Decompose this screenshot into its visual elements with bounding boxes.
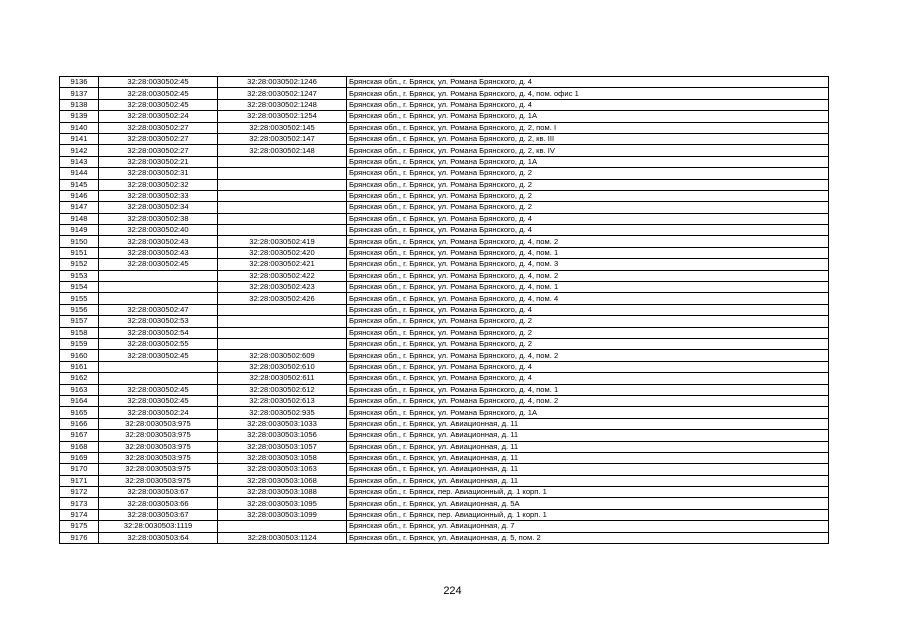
table-row bbox=[60, 521, 829, 532]
row-number: 9151 bbox=[60, 247, 99, 258]
table-row bbox=[60, 487, 829, 498]
object-cadastral-number: 32:28:0030502:421 bbox=[218, 259, 347, 270]
address-cell: Брянская обл., г. Брянск, ул. Романа Брянского, д. 4, пом. 1 bbox=[347, 247, 829, 258]
object-cadastral-number: 32:28:0030503:1095 bbox=[218, 498, 347, 509]
table-row bbox=[60, 464, 829, 475]
land-cadastral-number: 32:28:0030502:40 bbox=[99, 225, 218, 236]
address-cell: Брянская обл., г. Брянск, ул. Авиационная, д. 5, пом. 2 bbox=[347, 532, 829, 543]
object-cadastral-number bbox=[218, 316, 347, 327]
address-cell: Брянская обл., г. Брянск, ул. Романа Брянского, д. 4 bbox=[347, 99, 829, 110]
address-cell: Брянская обл., г. Брянск, ул. Авиационная, д. 11 bbox=[347, 441, 829, 452]
land-cadastral-number: 32:28:0030502:24 bbox=[99, 407, 218, 418]
address-cell: Брянская обл., г. Брянск, ул. Романа Брянского, д. 1А bbox=[347, 111, 829, 122]
address-cell: Брянская обл., г. Брянск, пер. Авиационный, д. 1 корп. 1 bbox=[347, 509, 829, 520]
land-cadastral-number: 32:28:0030503:975 bbox=[99, 475, 218, 486]
row-number: 9165 bbox=[60, 407, 99, 418]
row-number: 9162 bbox=[60, 373, 99, 384]
object-cadastral-number: 32:28:0030502:420 bbox=[218, 247, 347, 258]
address-cell: Брянская обл., г. Брянск, ул. Романа Брянского, д. 4, пом. 2 bbox=[347, 350, 829, 361]
land-cadastral-number: 32:28:0030503:975 bbox=[99, 441, 218, 452]
row-number: 9141 bbox=[60, 133, 99, 144]
table-row bbox=[60, 338, 829, 349]
row-number: 9136 bbox=[60, 77, 99, 88]
row-number: 9169 bbox=[60, 452, 99, 463]
address-cell: Брянская обл., г. Брянск, ул. Романа Брянского, д. 2, кв. IV bbox=[347, 145, 829, 156]
row-number: 9153 bbox=[60, 270, 99, 281]
land-cadastral-number: 32:28:0030502:27 bbox=[99, 133, 218, 144]
row-number: 9154 bbox=[60, 282, 99, 293]
land-cadastral-number: 32:28:0030502:34 bbox=[99, 202, 218, 213]
object-cadastral-number: 32:28:0030502:610 bbox=[218, 361, 347, 372]
table-row bbox=[60, 532, 829, 543]
address-cell: Брянская обл., г. Брянск, ул. Романа Брянского, д. 4, пом. офис 1 bbox=[347, 88, 829, 99]
row-number: 9157 bbox=[60, 316, 99, 327]
row-number: 9137 bbox=[60, 88, 99, 99]
table-row bbox=[60, 350, 829, 361]
object-cadastral-number bbox=[218, 168, 347, 179]
registry-table-body bbox=[60, 77, 829, 544]
object-cadastral-number: 32:28:0030502:426 bbox=[218, 293, 347, 304]
address-cell: Брянская обл., г. Брянск, ул. Авиационная, д. 7 bbox=[347, 521, 829, 532]
address-cell: Брянская обл., г. Брянск, ул. Романа Брянского, д. 1А bbox=[347, 156, 829, 167]
object-cadastral-number: 32:28:0030503:1088 bbox=[218, 487, 347, 498]
table-row bbox=[60, 122, 829, 133]
row-number: 9168 bbox=[60, 441, 99, 452]
address-cell: Брянская обл., г. Брянск, ул. Романа Брянского, д. 2 bbox=[347, 327, 829, 338]
land-cadastral-number: 32:28:0030502:32 bbox=[99, 179, 218, 190]
object-cadastral-number bbox=[218, 521, 347, 532]
object-cadastral-number: 32:28:0030503:1068 bbox=[218, 475, 347, 486]
row-number: 9158 bbox=[60, 327, 99, 338]
table-row bbox=[60, 236, 829, 247]
row-number: 9140 bbox=[60, 122, 99, 133]
row-number: 9167 bbox=[60, 430, 99, 441]
address-cell: Брянская обл., г. Брянск, ул. Авиационная, д. 5А bbox=[347, 498, 829, 509]
row-number: 9171 bbox=[60, 475, 99, 486]
land-cadastral-number: 32:28:0030503:975 bbox=[99, 418, 218, 429]
table-row bbox=[60, 395, 829, 406]
object-cadastral-number bbox=[218, 213, 347, 224]
table-row bbox=[60, 259, 829, 270]
address-cell: Брянская обл., г. Брянск, ул. Романа Брянского, д. 4 bbox=[347, 77, 829, 88]
object-cadastral-number: 32:28:0030502:148 bbox=[218, 145, 347, 156]
object-cadastral-number: 32:28:0030502:1246 bbox=[218, 77, 347, 88]
table-row bbox=[60, 179, 829, 190]
object-cadastral-number: 32:28:0030502:419 bbox=[218, 236, 347, 247]
land-cadastral-number: 32:28:0030502:45 bbox=[99, 99, 218, 110]
object-cadastral-number: 32:28:0030502:609 bbox=[218, 350, 347, 361]
cadastral-registry-table bbox=[59, 76, 829, 544]
table-row bbox=[60, 99, 829, 110]
row-number: 9159 bbox=[60, 338, 99, 349]
land-cadastral-number: 32:28:0030503:67 bbox=[99, 487, 218, 498]
row-number: 9146 bbox=[60, 190, 99, 201]
land-cadastral-number: 32:28:0030502:45 bbox=[99, 350, 218, 361]
object-cadastral-number bbox=[218, 190, 347, 201]
row-number: 9172 bbox=[60, 487, 99, 498]
table-row bbox=[60, 304, 829, 315]
table-row bbox=[60, 88, 829, 99]
address-cell: Брянская обл., г. Брянск, ул. Романа Брянского, д. 4 bbox=[347, 213, 829, 224]
row-number: 9145 bbox=[60, 179, 99, 190]
address-cell: Брянская обл., г. Брянск, ул. Романа Брянского, д. 4, пом. 1 bbox=[347, 282, 829, 293]
object-cadastral-number: 32:28:0030503:1124 bbox=[218, 532, 347, 543]
land-cadastral-number: 32:28:0030502:53 bbox=[99, 316, 218, 327]
land-cadastral-number: 32:28:0030502:27 bbox=[99, 145, 218, 156]
object-cadastral-number: 32:28:0030502:423 bbox=[218, 282, 347, 293]
row-number: 9152 bbox=[60, 259, 99, 270]
land-cadastral-number: 32:28:0030502:24 bbox=[99, 111, 218, 122]
address-cell: Брянская обл., г. Брянск, пер. Авиационный, д. 1 корп. 1 bbox=[347, 487, 829, 498]
land-cadastral-number: 32:28:0030503:66 bbox=[99, 498, 218, 509]
object-cadastral-number: 32:28:0030502:1247 bbox=[218, 88, 347, 99]
address-cell: Брянская обл., г. Брянск, ул. Романа Брянского, д. 4 bbox=[347, 304, 829, 315]
table-row bbox=[60, 190, 829, 201]
table-row bbox=[60, 509, 829, 520]
object-cadastral-number bbox=[218, 225, 347, 236]
object-cadastral-number: 32:28:0030502:935 bbox=[218, 407, 347, 418]
table-row bbox=[60, 111, 829, 122]
object-cadastral-number: 32:28:0030502:147 bbox=[218, 133, 347, 144]
object-cadastral-number: 32:28:0030502:1248 bbox=[218, 99, 347, 110]
land-cadastral-number: 32:28:0030502:45 bbox=[99, 77, 218, 88]
row-number: 9161 bbox=[60, 361, 99, 372]
table-row bbox=[60, 430, 829, 441]
table-row bbox=[60, 145, 829, 156]
address-cell: Брянская обл., г. Брянск, ул. Романа Брянского, д. 4 bbox=[347, 225, 829, 236]
row-number: 9163 bbox=[60, 384, 99, 395]
row-number: 9148 bbox=[60, 213, 99, 224]
row-number: 9147 bbox=[60, 202, 99, 213]
land-cadastral-number: 32:28:0030503:975 bbox=[99, 452, 218, 463]
land-cadastral-number: 32:28:0030503:1119 bbox=[99, 521, 218, 532]
land-cadastral-number: 32:28:0030502:27 bbox=[99, 122, 218, 133]
land-cadastral-number: 32:28:0030502:45 bbox=[99, 384, 218, 395]
land-cadastral-number: 32:28:0030502:55 bbox=[99, 338, 218, 349]
address-cell: Брянская обл., г. Брянск, ул. Романа Брянского, д. 2, кв. III bbox=[347, 133, 829, 144]
table-row bbox=[60, 247, 829, 258]
land-cadastral-number: 32:28:0030502:31 bbox=[99, 168, 218, 179]
land-cadastral-number: 32:28:0030502:54 bbox=[99, 327, 218, 338]
object-cadastral-number: 32:28:0030502:1254 bbox=[218, 111, 347, 122]
row-number: 9149 bbox=[60, 225, 99, 236]
table-row bbox=[60, 475, 829, 486]
object-cadastral-number: 32:28:0030503:1056 bbox=[218, 430, 347, 441]
row-number: 9173 bbox=[60, 498, 99, 509]
address-cell: Брянская обл., г. Брянск, ул. Романа Брянского, д. 2 bbox=[347, 316, 829, 327]
address-cell: Брянская обл., г. Брянск, ул. Романа Брянского, д. 4, пом. 2 bbox=[347, 270, 829, 281]
table-row bbox=[60, 452, 829, 463]
object-cadastral-number bbox=[218, 304, 347, 315]
address-cell: Брянская обл., г. Брянск, ул. Романа Брянского, д. 4 bbox=[347, 361, 829, 372]
land-cadastral-number: 32:28:0030503:975 bbox=[99, 464, 218, 475]
address-cell: Брянская обл., г. Брянск, ул. Романа Брянского, д. 2 bbox=[347, 338, 829, 349]
table-row bbox=[60, 225, 829, 236]
object-cadastral-number: 32:28:0030503:1063 bbox=[218, 464, 347, 475]
table-row bbox=[60, 361, 829, 372]
object-cadastral-number: 32:28:0030502:611 bbox=[218, 373, 347, 384]
table-row bbox=[60, 213, 829, 224]
object-cadastral-number bbox=[218, 327, 347, 338]
row-number: 9142 bbox=[60, 145, 99, 156]
table-row bbox=[60, 282, 829, 293]
address-cell: Брянская обл., г. Брянск, ул. Романа Брянского, д. 4, пом. 4 bbox=[347, 293, 829, 304]
row-number: 9155 bbox=[60, 293, 99, 304]
row-number: 9170 bbox=[60, 464, 99, 475]
address-cell: Брянская обл., г. Брянск, ул. Романа Брянского, д. 2 bbox=[347, 190, 829, 201]
land-cadastral-number bbox=[99, 270, 218, 281]
land-cadastral-number: 32:28:0030503:975 bbox=[99, 430, 218, 441]
table-row bbox=[60, 202, 829, 213]
row-number: 9160 bbox=[60, 350, 99, 361]
row-number: 9175 bbox=[60, 521, 99, 532]
row-number: 9138 bbox=[60, 99, 99, 110]
address-cell: Брянская обл., г. Брянск, ул. Романа Брянского, д. 4, пом. 2 bbox=[347, 395, 829, 406]
row-number: 9139 bbox=[60, 111, 99, 122]
address-cell: Брянская обл., г. Брянск, ул. Авиационная, д. 11 bbox=[347, 475, 829, 486]
address-cell: Брянская обл., г. Брянск, ул. Романа Брянского, д. 4 bbox=[347, 373, 829, 384]
object-cadastral-number: 32:28:0030503:1099 bbox=[218, 509, 347, 520]
table-row bbox=[60, 168, 829, 179]
table-row bbox=[60, 316, 829, 327]
page-number: 224 bbox=[443, 585, 462, 597]
address-cell: Брянская обл., г. Брянск, ул. Авиационная, д. 11 bbox=[347, 418, 829, 429]
address-cell: Брянская обл., г. Брянск, ул. Романа Брянского, д. 4, пом. 2 bbox=[347, 236, 829, 247]
row-number: 9176 bbox=[60, 532, 99, 543]
land-cadastral-number: 32:28:0030502:21 bbox=[99, 156, 218, 167]
land-cadastral-number: 32:28:0030502:43 bbox=[99, 247, 218, 258]
object-cadastral-number: 32:28:0030503:1033 bbox=[218, 418, 347, 429]
table-row bbox=[60, 441, 829, 452]
table-row bbox=[60, 77, 829, 88]
land-cadastral-number: 32:28:0030502:33 bbox=[99, 190, 218, 201]
object-cadastral-number bbox=[218, 338, 347, 349]
row-number: 9164 bbox=[60, 395, 99, 406]
table-row bbox=[60, 373, 829, 384]
address-cell: Брянская обл., г. Брянск, ул. Авиационная, д. 11 bbox=[347, 430, 829, 441]
table-row bbox=[60, 270, 829, 281]
land-cadastral-number: 32:28:0030502:45 bbox=[99, 395, 218, 406]
land-cadastral-number: 32:28:0030502:45 bbox=[99, 88, 218, 99]
object-cadastral-number: 32:28:0030502:422 bbox=[218, 270, 347, 281]
table-row bbox=[60, 418, 829, 429]
object-cadastral-number: 32:28:0030502:612 bbox=[218, 384, 347, 395]
land-cadastral-number: 32:28:0030503:64 bbox=[99, 532, 218, 543]
row-number: 9144 bbox=[60, 168, 99, 179]
land-cadastral-number: 32:28:0030502:45 bbox=[99, 259, 218, 270]
land-cadastral-number bbox=[99, 361, 218, 372]
table-row bbox=[60, 498, 829, 509]
object-cadastral-number: 32:28:0030502:145 bbox=[218, 122, 347, 133]
address-cell: Брянская обл., г. Брянск, ул. Романа Брянского, д. 4, пом. 3 bbox=[347, 259, 829, 270]
object-cadastral-number: 32:28:0030503:1057 bbox=[218, 441, 347, 452]
address-cell: Брянская обл., г. Брянск, ул. Романа Брянского, д. 2 bbox=[347, 202, 829, 213]
land-cadastral-number bbox=[99, 282, 218, 293]
object-cadastral-number bbox=[218, 179, 347, 190]
table-row bbox=[60, 384, 829, 395]
table-row bbox=[60, 293, 829, 304]
land-cadastral-number: 32:28:0030502:38 bbox=[99, 213, 218, 224]
object-cadastral-number: 32:28:0030502:613 bbox=[218, 395, 347, 406]
table-row bbox=[60, 156, 829, 167]
object-cadastral-number: 32:28:0030503:1058 bbox=[218, 452, 347, 463]
land-cadastral-number: 32:28:0030502:47 bbox=[99, 304, 218, 315]
row-number: 9156 bbox=[60, 304, 99, 315]
object-cadastral-number bbox=[218, 202, 347, 213]
table-row bbox=[60, 327, 829, 338]
address-cell: Брянская обл., г. Брянск, ул. Романа Брянского, д. 1А bbox=[347, 407, 829, 418]
table-row bbox=[60, 133, 829, 144]
land-cadastral-number bbox=[99, 293, 218, 304]
object-cadastral-number bbox=[218, 156, 347, 167]
row-number: 9166 bbox=[60, 418, 99, 429]
address-cell: Брянская обл., г. Брянск, ул. Романа Брянского, д. 2, пом. I bbox=[347, 122, 829, 133]
land-cadastral-number: 32:28:0030503:67 bbox=[99, 509, 218, 520]
address-cell: Брянская обл., г. Брянск, ул. Романа Брянского, д. 2 bbox=[347, 168, 829, 179]
address-cell: Брянская обл., г. Брянск, ул. Романа Брянского, д. 4, пом. 1 bbox=[347, 384, 829, 395]
land-cadastral-number: 32:28:0030502:43 bbox=[99, 236, 218, 247]
row-number: 9174 bbox=[60, 509, 99, 520]
row-number: 9150 bbox=[60, 236, 99, 247]
address-cell: Брянская обл., г. Брянск, ул. Романа Брянского, д. 2 bbox=[347, 179, 829, 190]
land-cadastral-number bbox=[99, 373, 218, 384]
address-cell: Брянская обл., г. Брянск, ул. Авиационная, д. 11 bbox=[347, 452, 829, 463]
table-row bbox=[60, 407, 829, 418]
address-cell: Брянская обл., г. Брянск, ул. Авиационная, д. 11 bbox=[347, 464, 829, 475]
row-number: 9143 bbox=[60, 156, 99, 167]
